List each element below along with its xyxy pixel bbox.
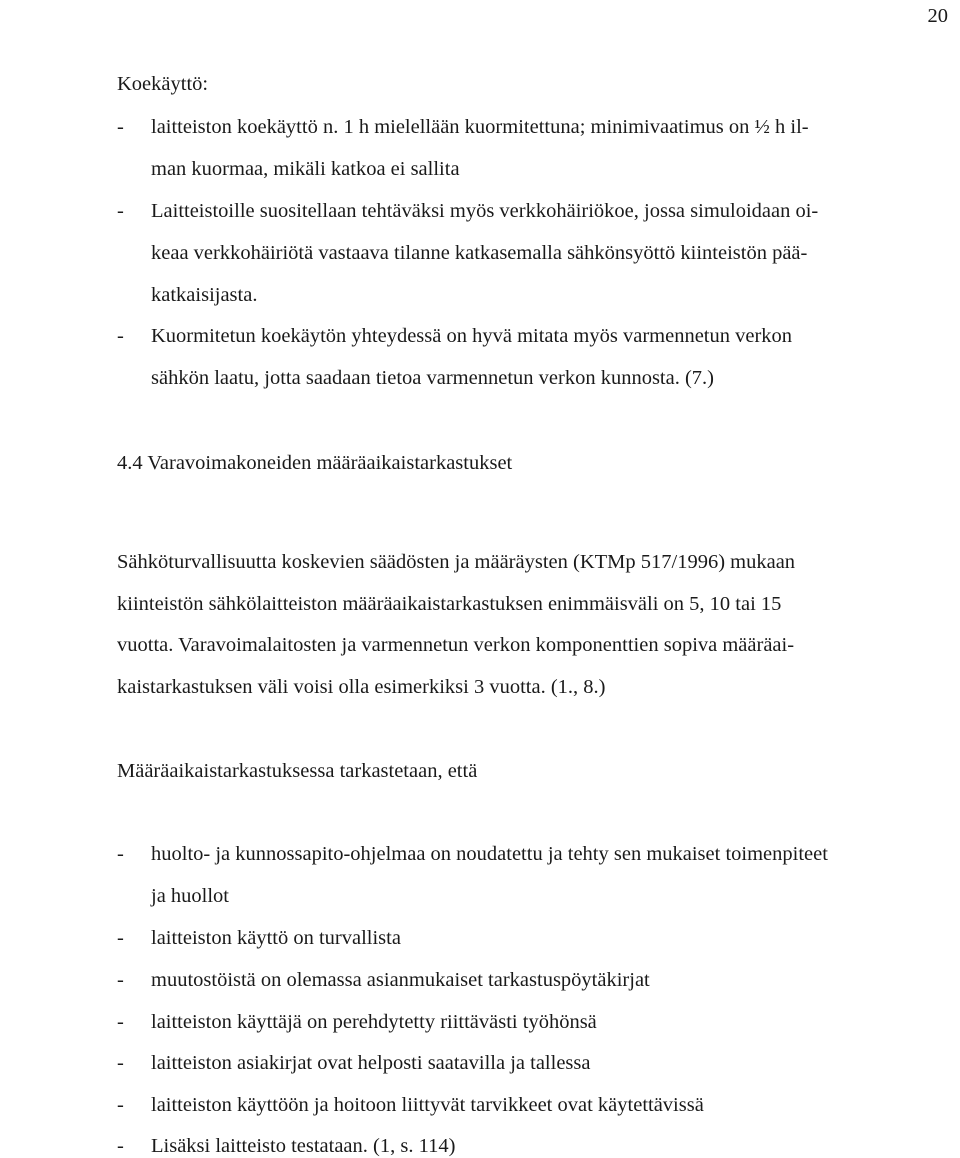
paragraph-line: Sähköturvallisuutta koskevien säädösten ja määräysten (KTMp 517/1996) mukaan: [117, 551, 796, 573]
paragraph-line: kaistarkastuksen väli voisi olla esimerkiksi 3 vuotta. (1., 8.): [117, 676, 606, 698]
paragraph-line: vuotta. Varavoimalaitosten ja varmennetun verkon komponenttien sopiva määräai-: [117, 634, 795, 656]
list-item-line: katkaisijasta.: [151, 284, 258, 306]
bullet-dash: -: [117, 1052, 124, 1074]
bullet-dash: -: [117, 927, 124, 949]
bullet-dash: -: [117, 1011, 124, 1033]
bullet-dash: -: [117, 200, 124, 222]
bullet-dash: -: [117, 843, 124, 865]
page-number: 20: [927, 5, 948, 27]
list-item-line: laitteiston asiakirjat ovat helposti saatavilla ja tallessa: [151, 1052, 591, 1074]
list-item-line: Kuormitetun koekäytön yhteydessä on hyvä mitata myös varmennetun verkon: [151, 325, 793, 347]
bullet-dash: -: [117, 325, 124, 347]
paragraph-line: kiinteistön sähkölaitteiston määräaikaistarkastuksen enimmäisväli on 5, 10 tai 15: [117, 593, 782, 615]
list-item-line: laitteiston käyttö on turvallista: [151, 927, 401, 949]
bullet-dash: -: [117, 116, 124, 138]
list-item-line: Lisäksi laitteisto testataan. (1, s. 114): [151, 1135, 456, 1157]
bullet-dash: -: [117, 1135, 124, 1157]
section-heading-koekaytto: Koekäyttö:: [117, 73, 209, 95]
list-item-line: keaa verkkohäiriötä vastaava tilanne katkasemalla sähkönsyöttö kiinteistön pää-: [151, 242, 808, 264]
list-item-line: laitteiston käyttöön ja hoitoon liittyvät tarvikkeet ovat käytettävissä: [151, 1094, 704, 1116]
list-item-line: sähkön laatu, jotta saadaan tietoa varmennetun verkon kunnosta. (7.): [151, 367, 714, 389]
list-intro: Määräaikaistarkastuksessa tarkastetaan, että: [117, 760, 478, 782]
list-item-line: huolto- ja kunnossapito-ohjelmaa on noudatettu ja tehty sen mukaiset toimenpiteet: [151, 843, 828, 865]
bullet-dash: -: [117, 969, 124, 991]
section-heading: 4.4 Varavoimakoneiden määräaikaistarkastukset: [117, 452, 513, 474]
list-item-line: ja huollot: [151, 885, 230, 907]
list-item-line: laitteiston koekäyttö n. 1 h mielellään kuormitettuna; minimivaatimus on ½ h il-: [151, 116, 809, 138]
list-item-line: muutostöistä on olemassa asianmukaiset tarkastuspöytäkirjat: [151, 969, 650, 991]
list-item-line: Laitteistoille suositellaan tehtäväksi myös verkkohäiriökoe, jossa simuloidaan oi-: [151, 200, 819, 222]
list-item-line: man kuormaa, mikäli katkoa ei sallita: [151, 158, 460, 180]
bullet-dash: -: [117, 1094, 124, 1116]
list-item-line: laitteiston käyttäjä on perehdytetty riittävästi työhönsä: [151, 1011, 597, 1033]
